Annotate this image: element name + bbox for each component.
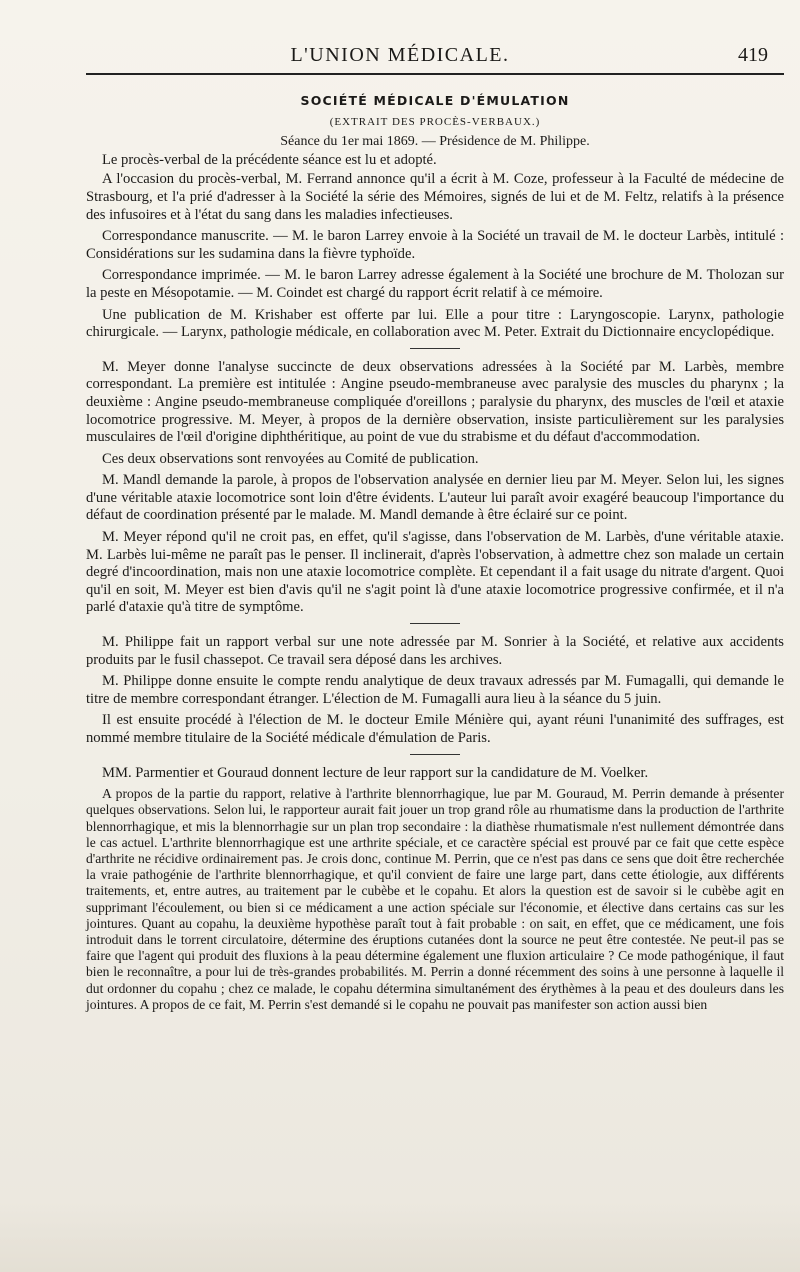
paragraph-ferrand: A l'occasion du procès-verbal, M. Ferrand annonce qu'il a écrit à M. Coze, professeur à la Faculté de médecine de Strasbourg, et l'a prié d'adresser à la Société la série des Mémoires, signés de lui et de M. Feltz, relatifs à la présence des infusoires et à l'état du sang dans les maladies infectieuses. [86,171,784,223]
paragraph-minutes: Le procès-verbal de la précédente séance est lu et adopté. [102,151,437,168]
section-title: SOCIÉTÉ MÉDICALE D'ÉMULATION [300,93,570,108]
paragraph-publication: Une publication de M. Krishaber est offerte par lui. Elle a pour titre : Laryngoscopie. Larynx, pathologie chirurgicale. — Larynx, pathologie médicale, en collaboration avec M. Peter. Extrait du Dictionnaire encyclopédique. [86,306,784,341]
paragraph-perrin: A propos de la partie du rapport, relative à l'arthrite blennorrhagique, lue par M. Gouraud, M. Perrin demande à présenter quelques observations. Selon lui, le rapporteur aurait fait jouer un trop grand rôle au rhumatisme dans la production de l'arthrite blennorrhagique, et mis la blennorrhagie sur un plan trop secondaire : la diathèse rhumatismale n'est nullement démontrée dans le cas actuel. L'arthrite blennorrhagique est une arthrite spéciale, et ce caractère spécial est prouvé par ce fait que cette espèce d'arthrite ne récidive ordinairement pas. Je crois donc, continue M. Perrin, que ce n'est pas dans ce sens que doit être recherchée la vraie pathogénie de l'arthrite blennorrhagique, et qu'il convient de faire une large part, dans cette étiologie, aux différents traitements, et, entre autres, au traitement par le cubèbe et le copahu. Et alors la question est de savoir si le cubèbe agit en supprimant l'écoulement, ou bien si ce médicament a une action spéciale sur l'économie, et élective dans certains cas sur les jointures. Quant au copahu, la deuxième hypothèse paraît tout à fait probable : on sait, en effet, que ce médicament, une fois introduit dans le torrent circulatoire, détermine des éruptions cutanées dont la source ne peut être contestée. Ne peut-il pas se faire que l'agent qui produit des fluxions à la peau détermine également une fluxion articulaire ? Ce mode pathogénique, il faut bien le reconnaître, a pour lui de très-grandes probabilités. M. Perrin a donné récemment des soins à une personne à laquelle il dut ordonner du copahu ; chez ce malade, le copahu détermina simultanément des érythèmes à la peau et des douleurs dans les jointures. A propos de ce fait, M. Perrin s'est demandé si le copahu ne pouvait pas manifester son action aussi bien [86,786,784,1012]
paragraph-election: Il est ensuite procédé à l'élection de M. le docteur Emile Ménière qui, ayant réuni l'unanimité des suffrages, est nommé membre titulaire de la Société médicale d'émulation de Paris. [86,712,784,746]
section-subtitle: (EXTRAIT DES PROCÈS-VERBAUX.) [329,115,541,128]
paragraph-correspondance-manuscrite: Correspondance manuscrite. — M. le baron Larrey envoie à la Société un travail de M. le docteur Larbès, intitulé : Considérations sur les sudamina dans la fièvre typhoïde. [86,228,784,262]
session-line: Séance du 1er mai 1869. — Présidence de M. Philippe. [280,134,590,150]
paragraph-meyer-analyse: M. Meyer donne l'analyse succincte de deux observations adressées à la Société par M. Larbès, membre correspondant. La première est intitulée : Angine pseudo-membraneuse avec paralysie des muscles du pharynx ; la deuxième : Angine pseudo-membraneuse compliquée d'oreillons ; paralysie du pharynx, des muscles de l'œil et ataxie locomotrice progressive. M. Meyer, à propos de la dernière observation, insiste particulièrement sur les paralysies musculaires de l'œil d'origine diphthéritique, au point de vue du strabisme et du défaut d'accommodation. [86,358,784,446]
paragraph-philippe-fumagalli: M. Philippe donne ensuite le compte rendu analytique de deux travaux adressés par M. Fumagalli, qui demande le titre de membre correspondant étranger. L'élection de M. Fumagalli aura lieu à la séance du 5 juin. [86,673,784,707]
section-divider [410,754,460,755]
paragraph-philippe-rapport: M. Philippe fait un rapport verbal sur une note adressée par M. Sonrier à la Société, et relative aux accidents produits par le fusil chassepot. Ce travail sera déposé dans les archives. [86,634,784,668]
section-divider [410,623,460,624]
paragraph-mandl: M. Mandl demande la parole, à propos de l'observation analysée en dernier lieu par M. Meyer. Selon lui, les signes d'une véritable ataxie locomotrice sont loin d'être évidents. L'auteur lui paraît avoir exagéré beaucoup l'importance du défaut de coordination présenté par le malade. M. Mandl demande à être éclairé sur ce point. [86,472,784,524]
header-rule [86,73,784,75]
paragraph-meyer-reponse: M. Meyer répond qu'il ne croit pas, en effet, qu'il s'agisse, dans l'observation de M. Larbès, d'une véritable ataxie. M. Larbès lui-même ne paraît pas le penser. Il inclinerait, d'après l'observation, à admettre chez son malade un certain degré d'incoordination, mais non une ataxie locomotrice complète. Et cependant il a fait usage du nitrate d'argent. Quoi qu'il en soit, M. Meyer est bien d'avis qu'il ne s'agit point là d'une ataxie locomotrice progressive confirmée, et il n'a parlé d'ataxie qu'à titre de symptôme. [86,529,784,616]
paragraph-correspondance-imprimee: Correspondance imprimée. — M. le baron Larrey adresse également à la Société une brochure de M. Tholozan sur la peste en Mésopotamie. — M. Coindet est chargé du rapport écrit relatif à ce mémoire. [86,267,784,301]
page-number: 419 [738,44,768,66]
section-divider [410,348,460,349]
paragraph-voelker: MM. Parmentier et Gouraud donnent lecture de leur rapport sur la candidature de M. Voelker. [102,764,649,781]
paragraph-comite: Ces deux observations sont renvoyées au Comité de publication. [102,450,479,467]
article-body [86,90,784,1017]
running-title: L'UNION MÉDICALE. [290,44,510,66]
